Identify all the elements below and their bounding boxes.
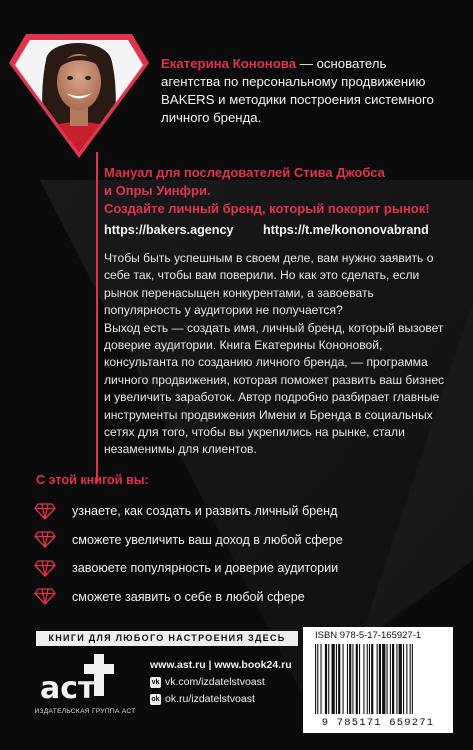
barcode-bar	[317, 644, 318, 714]
description-paragraph: Выход есть — создать имя, личный бренд, который вызовет доверие аудитории. Книга Екатерины Кононовой, консультанта по созданию личного бренда, — программа личного продвижения, которая поможет развить ваш бизнес и увеличить заработок. Автор подробно разбирает главные инструменты продвижения Имени и Бренда в социальных сетях для того, чтобы вы укрепились на рынке, стали незаменимы для клиентов.	[104, 320, 445, 457]
barcode-bar	[390, 644, 391, 714]
barcode-number: 9 785171 659271	[321, 717, 435, 729]
barcode-bar	[396, 644, 397, 714]
barcode-bar	[356, 644, 358, 714]
benefit-item	[34, 583, 343, 612]
barcode-bar	[392, 644, 394, 714]
logo-text: аст	[40, 671, 96, 704]
isbn: ISBN 978-5-17-165927-1	[315, 630, 422, 641]
vk-text: vk.com/izdatelstvoast	[165, 676, 265, 688]
publisher-sites[interactable]: www.ast.ru | www.book24.ru	[150, 659, 292, 671]
barcode-bar	[367, 644, 368, 714]
barcode-bar	[371, 644, 373, 714]
benefit-item	[34, 497, 343, 526]
ok-icon: ok	[151, 696, 160, 703]
barcode-bar	[359, 644, 360, 714]
telegram-link[interactable]: https://t.me/kononovabrand	[262, 223, 429, 237]
diamond-outline-icon	[34, 503, 56, 520]
barcode-bar	[369, 644, 370, 714]
benefit-text: завоюете популярность и доверие аудитории	[72, 561, 339, 576]
barcode-block	[303, 627, 453, 733]
benefit-item	[34, 526, 343, 555]
benefit-text: узнаете, как создать и развить личный бренд	[72, 504, 338, 519]
barcode-bar	[403, 644, 404, 714]
barcode-bar	[399, 644, 402, 714]
barcode-bar	[377, 644, 378, 714]
tagline-line: и Опры Уинфри.	[104, 183, 211, 198]
ok-link[interactable]	[150, 691, 292, 708]
barcode-bar	[387, 644, 388, 714]
barcode-bar	[338, 644, 340, 714]
publisher-name: ИЗДАТЕЛЬСКАЯ ГРУППА АСТ	[34, 708, 136, 715]
vk-icon: vk	[151, 679, 160, 686]
slogan-banner: КНИГИ ДЛЯ ЛЮБОГО НАСТРОЕНИЯ ЗДЕСЬ	[36, 631, 298, 646]
diamond-outline-icon	[34, 531, 56, 548]
author-bio-line: BAKERS и методики построения системного	[161, 92, 434, 107]
barcode-bar	[410, 644, 411, 714]
barcode-bar	[336, 644, 337, 714]
diamond-outline-icon	[34, 588, 56, 605]
barcode	[313, 644, 443, 716]
description	[104, 250, 449, 459]
links	[104, 223, 455, 237]
benefits-list	[34, 497, 343, 611]
tagline-line: Создайте личный бренд, который покорит рынок!	[104, 201, 430, 216]
barcode-bar	[332, 644, 335, 714]
barcode-bar	[328, 644, 329, 714]
description-paragraph: Чтобы быть успешным в своем деле, вам нужно заявить о себе так, чтобы вам поверили. Но как это сделать, если рынок перенасыщен конкурентами, а завоевать популярность у аудитории не получается?	[104, 251, 434, 318]
benefit-item	[34, 554, 343, 583]
author-name: Екатерина Кононова	[161, 56, 297, 71]
barcode-bar	[347, 644, 348, 714]
barcode-bar	[412, 644, 413, 714]
publisher-web	[150, 657, 292, 708]
ok-text: ok.ru/izdatelstvoast	[165, 693, 255, 705]
tagline	[104, 164, 464, 218]
benefit-text: сможете увеличить ваш доход в любой сфере	[72, 532, 343, 547]
author-bio-line: — основатель	[296, 56, 387, 71]
barcode-bar	[321, 644, 322, 714]
barcode-bar	[315, 644, 316, 714]
accent-rule	[96, 152, 98, 482]
ast-logo	[36, 652, 132, 704]
barcode-bar	[343, 644, 344, 714]
author-bio-line: агентства по персональному продвижению	[161, 74, 426, 89]
benefits-title: С этой книгой вы:	[36, 473, 149, 487]
benefit-text: сможете заявить о себе в любой сфере	[72, 589, 305, 604]
barcode-bar	[349, 644, 351, 714]
vk-link[interactable]	[150, 674, 292, 691]
barcode-bar	[363, 644, 364, 714]
tagline-line: Мануал для последователей Стива Джобса	[104, 165, 385, 180]
barcode-bar	[406, 644, 407, 714]
site-link[interactable]: https://bakers.agency	[104, 223, 234, 237]
diamond-outline-icon	[34, 560, 56, 577]
barcode-bar	[379, 644, 381, 714]
barcode-bar	[352, 644, 353, 714]
author-bio	[161, 55, 461, 127]
barcode-bar	[325, 644, 327, 714]
barcode-bar	[382, 644, 385, 714]
author-portrait	[8, 30, 150, 160]
author-bio-line: личного бренда.	[161, 110, 262, 125]
